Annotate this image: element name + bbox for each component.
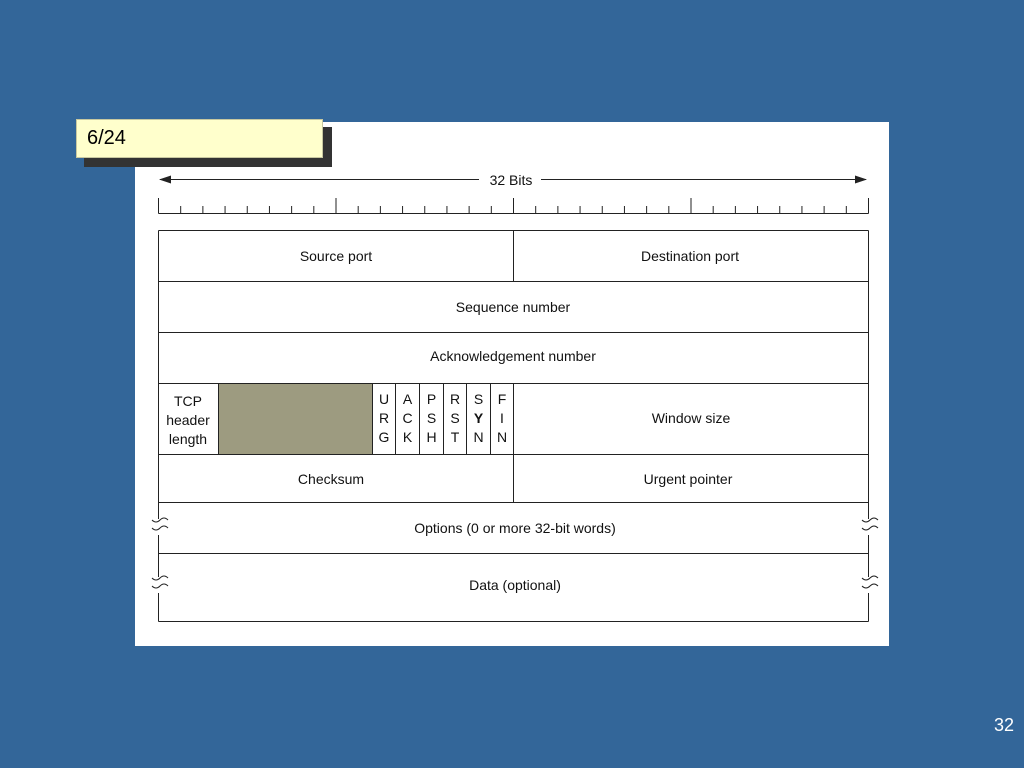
flag-psh-letter: S xyxy=(426,410,437,426)
flag-ack-letter: A xyxy=(402,391,413,407)
header-length-line-3: length xyxy=(168,431,208,447)
source-port-label: Source port xyxy=(299,248,373,264)
flag-rst-letter: S xyxy=(450,410,460,426)
flag-rst-letter: T xyxy=(450,429,460,445)
flag-fin-letter: I xyxy=(500,410,504,426)
destination-port-label: Destination port xyxy=(640,248,740,264)
flag-rst-letter: R xyxy=(449,391,461,407)
sequence-number-label: Sequence number xyxy=(455,299,571,315)
flag-fin-letter: N xyxy=(496,429,508,445)
flag-fin-letter: F xyxy=(497,391,507,407)
flag-syn-letter: N xyxy=(473,429,484,445)
bit-ruler xyxy=(159,198,869,214)
flag-syn-letter: Y xyxy=(473,410,484,426)
flag-urg-letter: R xyxy=(378,410,390,426)
checksum-label: Checksum xyxy=(297,471,365,487)
flag-ack-letter: K xyxy=(402,429,413,445)
reserved-bits-field xyxy=(219,384,372,454)
flag-urg-letter: U xyxy=(378,391,390,407)
flag-syn-letter: S xyxy=(473,391,484,407)
bits-label: 32 Bits xyxy=(489,172,533,188)
options-label: Options (0 or more 32-bit words) xyxy=(414,520,616,536)
flag-ack-letter: C xyxy=(402,410,413,426)
slide-number: 32 xyxy=(993,715,1014,735)
flag-psh-letter: H xyxy=(426,429,437,445)
flag-urg-letter: G xyxy=(378,429,390,445)
header-length-line-2: header xyxy=(166,412,210,428)
header-length-line-1: TCP xyxy=(174,393,202,409)
flag-psh-letter: P xyxy=(426,391,437,407)
acknowledgement-number-label: Acknowledgement number xyxy=(430,348,596,364)
slide-label: 6/24 xyxy=(76,119,323,158)
urgent-pointer-label: Urgent pointer xyxy=(643,471,733,487)
window-size-label: Window size xyxy=(651,410,731,426)
data-label: Data (optional) xyxy=(469,577,561,593)
